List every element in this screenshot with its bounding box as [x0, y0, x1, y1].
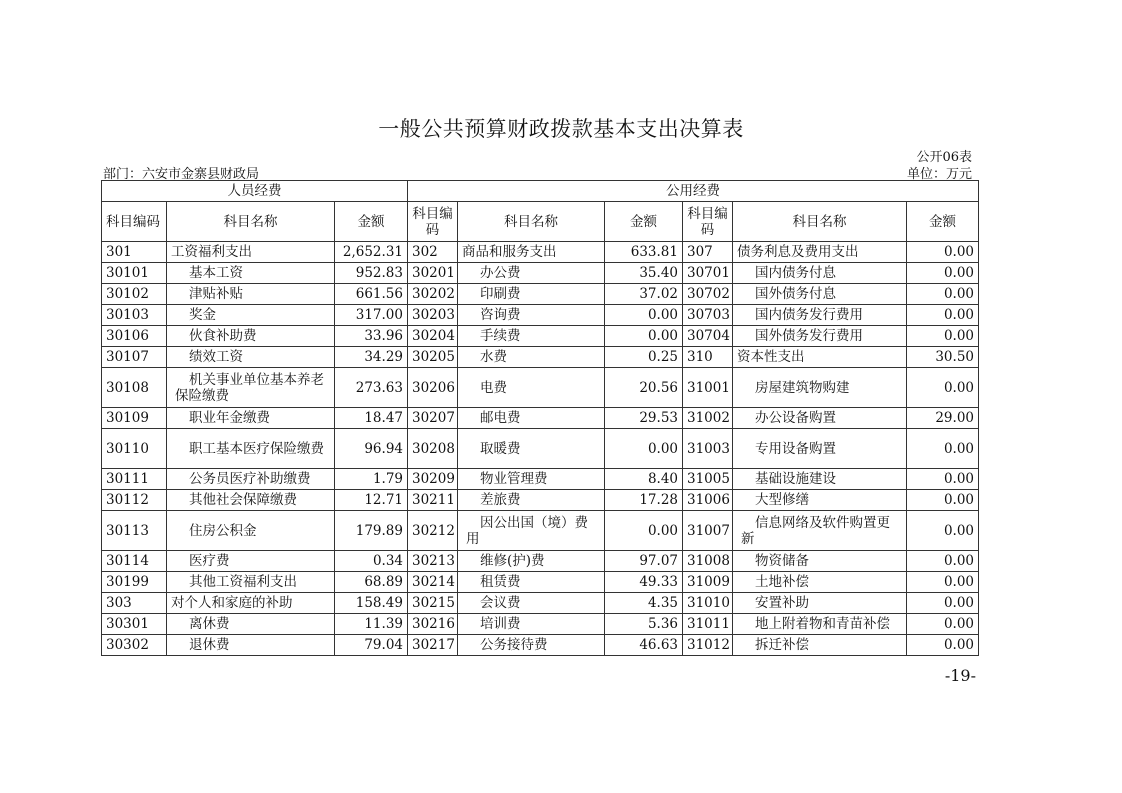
subject-name-cell: 维修(护)费	[458, 551, 605, 572]
budget-table	[101, 180, 979, 656]
col-header-code: 科目编码	[408, 202, 458, 242]
amount-cell: 2,652.31	[335, 242, 408, 263]
subject-code-cell: 30110	[102, 429, 167, 469]
amount-cell: 30.50	[907, 347, 979, 368]
amount-cell: 0.00	[907, 284, 979, 305]
subject-code-cell: 30701	[683, 263, 733, 284]
col-header-name: 科目名称	[167, 202, 335, 242]
subject-code-cell: 30301	[102, 614, 167, 635]
amount-cell: 0.00	[907, 614, 979, 635]
amount-cell: 8.40	[605, 469, 683, 490]
subject-name-cell: 电费	[458, 368, 605, 408]
amount-cell: 79.04	[335, 635, 408, 656]
subject-name-cell: 办公费	[458, 263, 605, 284]
amount-cell: 96.94	[335, 429, 408, 469]
col-header-name: 科目名称	[733, 202, 907, 242]
subject-name-cell: 物业管理费	[458, 469, 605, 490]
table-row	[102, 347, 979, 368]
amount-cell: 34.29	[335, 347, 408, 368]
subject-code-cell: 31010	[683, 593, 733, 614]
subject-code-cell: 301	[102, 242, 167, 263]
subject-code-cell: 31001	[683, 368, 733, 408]
subject-name-cell: 差旅费	[458, 490, 605, 511]
amount-cell: 49.33	[605, 572, 683, 593]
subject-name-cell: 物资储备	[733, 551, 907, 572]
subject-name-cell: 专用设备购置	[733, 429, 907, 469]
table-row	[102, 284, 979, 305]
col-header-name: 科目名称	[458, 202, 605, 242]
amount-cell: 0.00	[907, 635, 979, 656]
col-header-amount: 金额	[907, 202, 979, 242]
subject-code-cell: 31012	[683, 635, 733, 656]
subject-code-cell: 30206	[408, 368, 458, 408]
amount-cell: 68.89	[335, 572, 408, 593]
subject-code-cell: 302	[408, 242, 458, 263]
subject-code-cell: 30199	[102, 572, 167, 593]
amount-cell: 0.00	[907, 593, 979, 614]
subject-code-cell: 30114	[102, 551, 167, 572]
subject-name-cell: 邮电费	[458, 408, 605, 429]
amount-cell: 20.56	[605, 368, 683, 408]
subject-code-cell: 30205	[408, 347, 458, 368]
amount-cell: 0.00	[605, 511, 683, 551]
subject-code-cell: 30202	[408, 284, 458, 305]
amount-cell: 18.47	[335, 408, 408, 429]
subject-code-cell: 31003	[683, 429, 733, 469]
amount-cell: 633.81	[605, 242, 683, 263]
table-row	[102, 614, 979, 635]
subject-name-cell: 资本性支出	[733, 347, 907, 368]
amount-cell: 0.00	[907, 263, 979, 284]
subject-code-cell: 31008	[683, 551, 733, 572]
subject-name-cell: 租赁费	[458, 572, 605, 593]
subject-name-cell: 伙食补助费	[167, 326, 335, 347]
amount-cell: 12.71	[335, 490, 408, 511]
subject-name-cell: 国外债务付息	[733, 284, 907, 305]
subject-code-cell: 30201	[408, 263, 458, 284]
subject-code-cell: 31011	[683, 614, 733, 635]
subject-code-cell: 30106	[102, 326, 167, 347]
table-row	[102, 263, 979, 284]
amount-cell: 97.07	[605, 551, 683, 572]
department-label: 部门：六安市金寨县财政局	[103, 167, 260, 182]
amount-cell: 0.00	[605, 305, 683, 326]
subject-code-cell: 30207	[408, 408, 458, 429]
amount-cell: 0.00	[907, 429, 979, 469]
subject-name-cell: 国内债务发行费用	[733, 305, 907, 326]
table-row	[102, 429, 979, 469]
subject-code-cell: 30302	[102, 635, 167, 656]
table-row	[102, 572, 979, 593]
table-row	[102, 469, 979, 490]
subject-code-cell: 30109	[102, 408, 167, 429]
subject-code-cell: 30111	[102, 469, 167, 490]
subject-code-cell: 30704	[683, 326, 733, 347]
subject-code-cell: 30703	[683, 305, 733, 326]
subject-name-cell: 医疗费	[167, 551, 335, 572]
subject-code-cell: 30113	[102, 511, 167, 551]
table-row	[102, 242, 979, 263]
amount-cell: 11.39	[335, 614, 408, 635]
subject-code-cell: 30208	[408, 429, 458, 469]
subject-name-cell: 公务员医疗补助缴费	[167, 469, 335, 490]
subject-code-cell: 31009	[683, 572, 733, 593]
amount-cell: 46.63	[605, 635, 683, 656]
subject-name-cell: 职工基本医疗保险缴费	[167, 429, 335, 469]
amount-cell: 0.00	[907, 490, 979, 511]
subject-name-cell: 办公设备购置	[733, 408, 907, 429]
col-header-amount: 金额	[605, 202, 683, 242]
subject-name-cell: 奖金	[167, 305, 335, 326]
subject-name-cell: 培训费	[458, 614, 605, 635]
subject-code-cell: 30211	[408, 490, 458, 511]
amount-cell: 0.00	[907, 242, 979, 263]
amount-cell: 179.89	[335, 511, 408, 551]
table-row	[102, 368, 979, 408]
subject-name-cell: 取暖费	[458, 429, 605, 469]
amount-cell: 0.00	[907, 368, 979, 408]
subject-name-cell: 基础设施建设	[733, 469, 907, 490]
subject-name-cell: 退休费	[167, 635, 335, 656]
table-body	[102, 242, 979, 656]
subject-code-cell: 30212	[408, 511, 458, 551]
subject-code-cell: 30103	[102, 305, 167, 326]
subject-code-cell: 30217	[408, 635, 458, 656]
table-row	[102, 593, 979, 614]
subject-name-cell: 安置补助	[733, 593, 907, 614]
subject-name-cell: 手续费	[458, 326, 605, 347]
subject-name-cell: 咨询费	[458, 305, 605, 326]
subject-code-cell: 30215	[408, 593, 458, 614]
amount-cell: 0.00	[907, 469, 979, 490]
subject-name-cell: 大型修缮	[733, 490, 907, 511]
amount-cell: 1.79	[335, 469, 408, 490]
subject-code-cell: 30213	[408, 551, 458, 572]
subject-name-cell: 基本工资	[167, 263, 335, 284]
subject-name-cell: 会议费	[458, 593, 605, 614]
amount-cell: 158.49	[335, 593, 408, 614]
amount-cell: 0.00	[907, 305, 979, 326]
table-row	[102, 551, 979, 572]
subject-name-cell: 土地补偿	[733, 572, 907, 593]
col-header-code: 科目编码	[683, 202, 733, 242]
unit-label: 单位：万元	[906, 167, 972, 182]
subject-code-cell: 31002	[683, 408, 733, 429]
subject-code-cell: 307	[683, 242, 733, 263]
subject-name-cell: 机关事业单位基本养老保险缴费	[167, 368, 335, 408]
amount-cell: 0.25	[605, 347, 683, 368]
subject-code-cell: 30102	[102, 284, 167, 305]
subject-name-cell: 国内债务付息	[733, 263, 907, 284]
subject-name-cell: 其他工资福利支出	[167, 572, 335, 593]
table-row	[102, 408, 979, 429]
amount-cell: 29.53	[605, 408, 683, 429]
subject-name-cell: 水费	[458, 347, 605, 368]
subject-name-cell: 津贴补贴	[167, 284, 335, 305]
form-number: 公开06表	[916, 150, 972, 165]
subject-name-cell: 其他社会保障缴费	[167, 490, 335, 511]
page-number: -19-	[944, 666, 976, 685]
subject-code-cell: 30204	[408, 326, 458, 347]
amount-cell: 273.63	[335, 368, 408, 408]
subject-code-cell: 30702	[683, 284, 733, 305]
subject-code-cell: 30108	[102, 368, 167, 408]
subject-code-cell: 31007	[683, 511, 733, 551]
group-header-public: 公用经费	[408, 181, 979, 202]
amount-cell: 4.35	[605, 593, 683, 614]
subject-code-cell: 30209	[408, 469, 458, 490]
col-header-code: 科目编码	[102, 202, 167, 242]
amount-cell: 0.00	[907, 572, 979, 593]
amount-cell: 0.00	[605, 326, 683, 347]
subject-name-cell: 绩效工资	[167, 347, 335, 368]
subject-name-cell: 因公出国（境）费用	[458, 511, 605, 551]
subject-code-cell: 31005	[683, 469, 733, 490]
page-title: 一般公共预算财政拨款基本支出决算表	[378, 117, 744, 141]
subject-name-cell: 地上附着物和青苗补偿	[733, 614, 907, 635]
subject-name-cell: 对个人和家庭的补助	[167, 593, 335, 614]
amount-cell: 5.36	[605, 614, 683, 635]
table-row	[102, 635, 979, 656]
subject-name-cell: 住房公积金	[167, 511, 335, 551]
subject-code-cell: 30101	[102, 263, 167, 284]
amount-cell: 35.40	[605, 263, 683, 284]
subject-name-cell: 信息网络及软件购置更新	[733, 511, 907, 551]
table-row	[102, 305, 979, 326]
amount-cell: 0.34	[335, 551, 408, 572]
table-row	[102, 490, 979, 511]
subject-name-cell: 公务接待费	[458, 635, 605, 656]
subject-code-cell: 30214	[408, 572, 458, 593]
subject-code-cell: 30216	[408, 614, 458, 635]
subject-name-cell: 商品和服务支出	[458, 242, 605, 263]
subject-name-cell: 工资福利支出	[167, 242, 335, 263]
subject-code-cell: 310	[683, 347, 733, 368]
subject-code-cell: 31006	[683, 490, 733, 511]
amount-cell: 0.00	[907, 326, 979, 347]
amount-cell: 37.02	[605, 284, 683, 305]
subject-name-cell: 国外债务发行费用	[733, 326, 907, 347]
amount-cell: 0.00	[605, 429, 683, 469]
subject-name-cell: 职业年金缴费	[167, 408, 335, 429]
table-row	[102, 511, 979, 551]
subject-name-cell: 印刷费	[458, 284, 605, 305]
subject-name-cell: 离休费	[167, 614, 335, 635]
amount-cell: 0.00	[907, 551, 979, 572]
amount-cell: 29.00	[907, 408, 979, 429]
table-header	[102, 181, 979, 242]
amount-cell: 17.28	[605, 490, 683, 511]
col-header-amount: 金额	[335, 202, 408, 242]
group-header-personnel: 人员经费	[102, 181, 408, 202]
amount-cell: 317.00	[335, 305, 408, 326]
subject-code-cell: 303	[102, 593, 167, 614]
subject-code-cell: 30107	[102, 347, 167, 368]
amount-cell: 952.83	[335, 263, 408, 284]
subject-code-cell: 30112	[102, 490, 167, 511]
subject-code-cell: 30203	[408, 305, 458, 326]
amount-cell: 33.96	[335, 326, 408, 347]
table-row	[102, 326, 979, 347]
amount-cell: 661.56	[335, 284, 408, 305]
subject-name-cell: 债务利息及费用支出	[733, 242, 907, 263]
subject-name-cell: 拆迁补偿	[733, 635, 907, 656]
amount-cell: 0.00	[907, 511, 979, 551]
subject-name-cell: 房屋建筑物购建	[733, 368, 907, 408]
